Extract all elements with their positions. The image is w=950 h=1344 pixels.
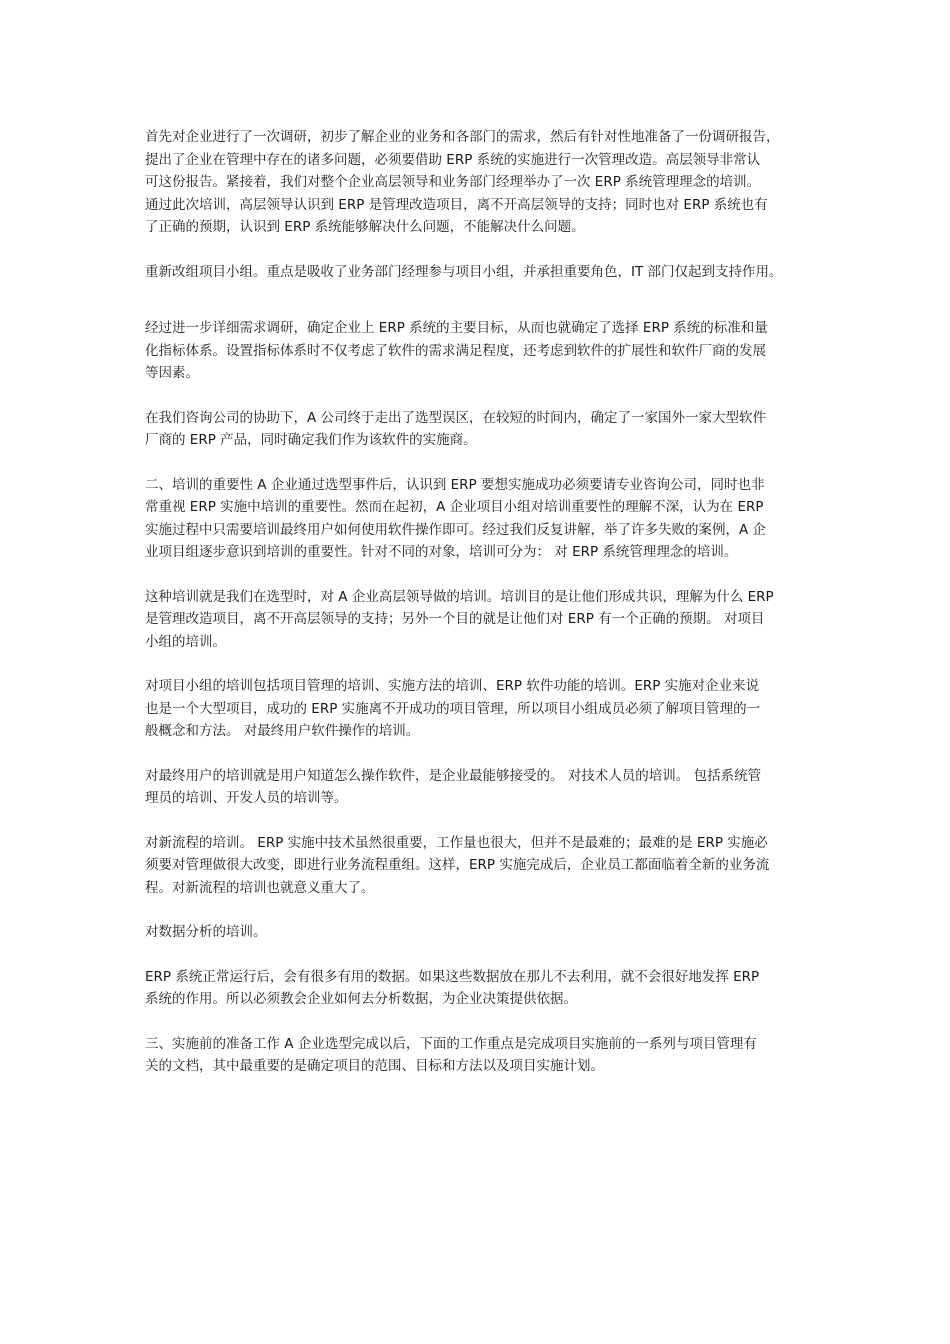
- paragraph-process-training: [145, 832, 810, 900]
- text-line: 了正确的预期，认识到 ERP 系统能够解决什么问题，不能解决什么问题。: [145, 219, 585, 235]
- text-line: 对项目小组的培训包括项目管理的培训、实施方法的培训、ERP 软件功能的培训。ERP 实施对企业来说: [145, 678, 760, 694]
- text-line: 是管理改造项目，离不开高层领导的支持；另外一个目的就是让他们对 ERP 有一个正确的预期。 对项目: [145, 611, 765, 627]
- text-line: 化指标体系。设置指标体系时不仅考虑了软件的需求满足程度，还考虑到软件的扩展性和软件厂商的发展: [145, 342, 766, 359]
- text-line: 这种培训就是我们在选型时，对 A 企业高层领导做的培训。培训目的是让他们形成共识，理解为什么 ERP: [145, 588, 774, 605]
- text-line: 般概念和方法。 对最终用户软件操作的培训。: [145, 723, 420, 739]
- text-line: 通过此次培训，高层领导认识到 ERP 是管理改造项目，离不开高层领导的支持；同时也对 ERP 系统也有: [145, 196, 768, 213]
- text-line: 经过进一步详细需求调研，确定企业上 ERP 系统的主要目标，从而也就确定了选择 ERP 系统的标准和量: [145, 320, 768, 336]
- paragraph-data-analysis: [145, 966, 810, 1011]
- paragraph-user-training: [145, 765, 810, 810]
- paragraph-data-training-heading: [145, 921, 810, 944]
- text-line: 在我们咨询公司的协助下，A 公司终于走出了选型误区，在较短的时间内，确定了一家国外一家大型软件: [145, 409, 767, 426]
- text-line: 实施过程中只需要培训最终用户如何使用软件操作即可。经过我们反复讲解，举了许多失败的案例，A 企: [145, 521, 767, 538]
- text-line: 重新改组项目小组。重点是吸收了业务部门经理参与项目小组，并承担重要角色，IT 部门仅起到支持作用。: [145, 263, 783, 280]
- text-line: 系统的作用。所以必须教会企业如何去分析数据，为企业决策提供依据。: [145, 991, 577, 1007]
- paragraph-regroup: [145, 261, 810, 284]
- paragraph-research: [145, 126, 810, 239]
- paragraph-team-training: [145, 675, 810, 743]
- text-line: 对新流程的培训。 ERP 实施中技术虽然很重要，工作量也很大，但并不是最难的；最难的是 ERP 实施必: [145, 834, 768, 851]
- text-line: 首先对企业进行了一次调研，初步了解企业的业务和各部门的需求，然后有针对性地准备了一份调研报告，: [145, 129, 780, 145]
- paragraph-preparation: [145, 1033, 810, 1078]
- document-body: [145, 126, 825, 1100]
- text-line: 等因素。: [145, 365, 199, 381]
- text-line: 可这份报告。紧接着，我们对整个企业高层领导和业务部门经理举办了一次 ERP 系统管理理念的培训。: [145, 174, 761, 190]
- text-line: 厂商的 ERP 产品，同时确定我们作为该软件的实施商。: [145, 432, 477, 448]
- text-line: 小组的培训。: [145, 633, 226, 650]
- text-line: ERP 系统正常运行后，会有很多有用的数据。如果这些数据放在那儿不去利用，就不会很好地发挥 ERP: [145, 968, 760, 985]
- spacer: [145, 305, 825, 317]
- text-line: 也是一个大型项目，成功的 ERP 实施离不开成功的项目管理，所以项目小组成员必须了解项目管理的一: [145, 700, 761, 717]
- text-line: 对数据分析的培训。: [145, 924, 267, 940]
- paragraph-selection: [145, 407, 810, 452]
- text-line: 程。对新流程的培训也就意义重大了。: [145, 879, 375, 896]
- text-line: 三、实施前的准备工作 A 企业选型完成以后，下面的工作重点是完成项目实施前的一系列与项目管理有: [145, 1035, 757, 1052]
- paragraph-requirements: [145, 317, 810, 385]
- text-line: 关的文档，其中最重要的是确定项目的范围、目标和方法以及项目实施计划。: [145, 1058, 604, 1074]
- paragraph-training-importance: [145, 474, 810, 564]
- text-line: 业项目组逐步意识到培训的重要性。针对不同的对象，培训可分为： 对 ERP 系统管理理念的培训。: [145, 544, 738, 560]
- text-line: 理员的培训、开发人员的培训等。: [145, 790, 348, 806]
- text-line: 二、培训的重要性 A 企业通过选型事件后，认识到 ERP 要想实施成功必须要请专业咨询公司，同时也非: [145, 476, 765, 493]
- text-line: 对最终用户的培训就是用户知道怎么操作软件，是企业最能够接受的。 对技术人员的培训。 包括系统管: [145, 767, 762, 784]
- text-line: 须要对管理做很大改变，即进行业务流程重组。这样，ERP 实施完成后，企业员工都面临着全新的业务流: [145, 857, 770, 873]
- paragraph-leadership-training: [145, 586, 810, 654]
- text-line: 提出了企业在管理中存在的诸多问题，必须要借助 ERP 系统的实施进行一次管理改造。高层领导非常认: [145, 151, 761, 168]
- text-line: 常重视 ERP 实施中培训的重要性。然而在起初，A 企业项目小组对培训重要性的理解不深，认为在 ERP: [145, 499, 764, 515]
